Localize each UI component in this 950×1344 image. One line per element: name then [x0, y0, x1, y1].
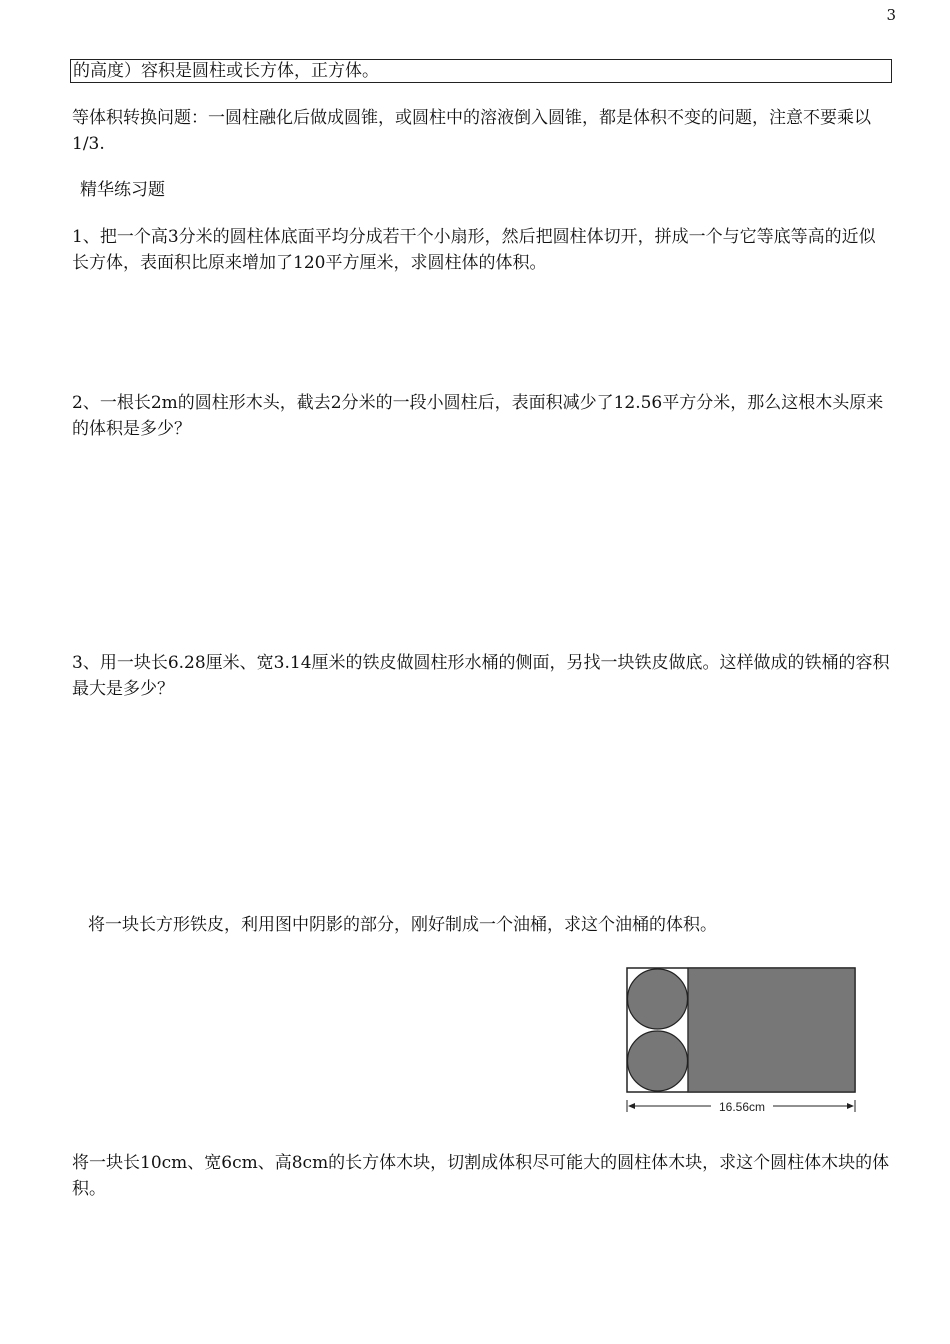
- shaded-rectangle: [688, 968, 855, 1092]
- question-2: 2、一根长2m的圆柱形木头，截去2分米的一段小圆柱后，表面积减少了12.56平方分米，那么这根木头原来的体积是多少？: [72, 393, 884, 439]
- shaded-circle-bottom: [628, 1031, 688, 1091]
- oil-drum-figure: [623, 963, 863, 1118]
- page-number: 3: [886, 6, 896, 24]
- question-1: 1、把一个高3分米的圆柱体底面平均分成若干个小扇形，然后把圆柱体切开，拼成一个与它等底等高的近似长方体，表面积比原来增加了120平方厘米，求圆柱体的体积。: [72, 227, 876, 273]
- boxed-text-line: 的高度）容积是圆柱或长方体，正方体。: [70, 59, 892, 83]
- dim-arrow-right: [847, 1103, 854, 1109]
- section-title: 精华练习题: [80, 180, 165, 200]
- question-3: 3、用一块长6.28厘米、宽3.14厘米的铁皮做圆柱形水桶的侧面，另找一块铁皮做底。这样做成的铁桶的容积最大是多少？: [72, 653, 890, 699]
- shaded-circle-top: [628, 969, 688, 1029]
- question-5: 将一块长10cm、宽6cm、高8cm的长方体木块，切割成体积尽可能大的圆柱体木块，求这个圆柱体木块的体积。: [72, 1153, 890, 1199]
- dim-arrow-left: [628, 1103, 635, 1109]
- question-4: 将一块长方形铁皮，利用图中阴影的部分，刚好制成一个油桶，求这个油桶的体积。: [88, 915, 717, 935]
- volume-transform-note: 等体积转换问题：一圆柱融化后做成圆锥，或圆柱中的溶液倒入圆锥，都是体积不变的问题，注意不要乘以1/3.: [72, 108, 871, 154]
- dimension-label: 16.56cm: [718, 1100, 766, 1114]
